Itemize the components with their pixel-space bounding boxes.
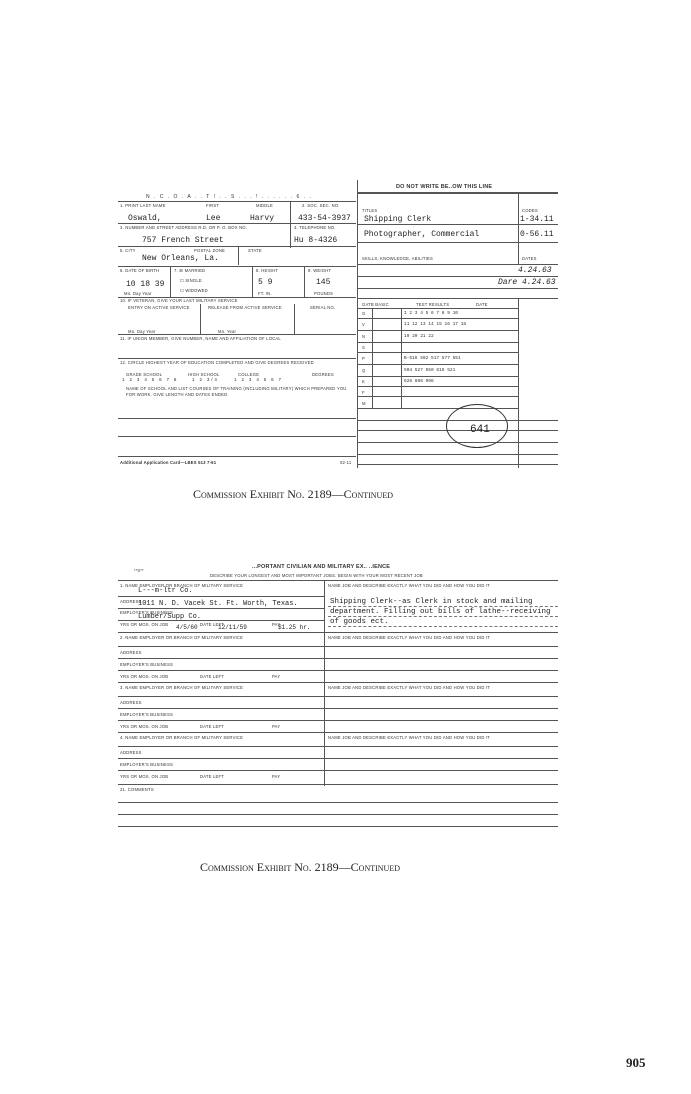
- experience-title: ...PORTANT CIVILIAN AND MILITARY EX.. ..IENCE: [252, 564, 391, 570]
- job-description-line-2: department. Filling out bills of lathe--receiving: [330, 608, 551, 616]
- date-of-birth: 10 18 39: [126, 280, 165, 289]
- job-title-2: Photographer, Commercial: [364, 230, 480, 239]
- employer-1-business: Lumber/Supp Co.: [138, 613, 202, 621]
- job-description-line-3: of goods ect.: [330, 618, 389, 626]
- height: 5 9: [258, 278, 273, 287]
- exhibit-caption-2: Commission Exhibit No. 2189—Continued: [200, 860, 400, 874]
- date-entry-2: Dare 4.24.63: [498, 278, 556, 287]
- do-not-write-banner: DO NOT WRITE BE..OW THIS LINE: [396, 184, 493, 190]
- corner-stamp: **0**: [134, 568, 144, 573]
- comments-label: 21. COMMENTS: [120, 787, 154, 792]
- employer-1-date-left: 12/11/59: [218, 624, 247, 631]
- job-code-1: 1-34.11: [520, 215, 554, 224]
- employer-1-pay: $1.25 hr.: [278, 624, 311, 631]
- ssn: 433-54-3937: [298, 214, 351, 223]
- weight: 145: [316, 278, 331, 287]
- phone: Hu 8-4326: [294, 236, 338, 245]
- job-title-1: Shipping Clerk: [364, 215, 432, 224]
- city: New Orleans, La.: [142, 254, 219, 263]
- employer-1-years: 4/5/60: [176, 624, 198, 631]
- exhibit-caption-1: Commission Exhibit No. 2189—Continued: [193, 487, 393, 501]
- application-card-front: N . C . O . A . . T ! . . S . . . ! . . . . . . 6 . . DO NOT WRITE BE..OW THIS LINE 1. PRINT LAST NAME FIRST MIDDLE 2. SOC. SEC. NO. Oswald, Lee Harvy 433-54-3937 3. NUMBER AND STREET ADDRESS R.D. OR P. O. BOX NO. 4. TELEPHONE NO. 757 French Street Hu 8-4326 5. CITY POSTAL ZONE STATE New Orleans, La. 6. DATE OF BIRTH 7. ☒ MARRIED ☐ SINGLE ☐ WIDOWED 8. HEIGHT 9. WEIGHT 10 18 39 Mo. Day Year 5 9 FT. IN. 145 POUNDS 10. IF VETERAN, GIVE YOUR LAST MILITARY SERVICE ENTRY ON ACTIVE SERVICE RELEASE FROM ACTIVE SERVICE SERIAL NO. Mo. Day Year Mo. Year 11. IF UNION MEMBER, GIVE NUMBER, NAME AND AFFILIATION OF LOCAL 12. CIRCLE HIGHEST YEAR OF EDUCATION COMPLETED AND GIVE DEGREES RECEIVED GRADE SCHOOL HIGH SCHOOL COLLEGE DEGREES 1 2 3 4 5 6 7 8 1 2 3/4 1 2 3 4 5 6 7 NAME OF SCHOOL AND LIST COURSES OF TRAINING (INCLUDING MILITARY) WHICH PREPARED YOU FOR WORK. GIVE LENGTH AND DATES ENDED. Additional Application Card—LBES 513 7-61 02-11 TITLES CODES Shipping Clerk 1-34.11 Photographer, Commercial 0-56.11 SKILLS, KNOWLEDGE, ABILITIES DATES 4.24.63 Dare 4.24.63 GATB BASIC TEST RESULTS DATE G 1 2 3 4 5 6 7 8 9 10 V 11 12 13 14 15 16 17 18 N 19 20 21 22 S P B-516 502 517 577 551 Q 504 527 550 619 521 K 628 888 998 F M 641: [118, 180, 558, 470]
- employer-1-name: L---m-ltr Co.: [138, 587, 193, 595]
- street-address: 757 French Street: [142, 236, 224, 245]
- top-strip: N . C . O . A . . T ! . . S . . . ! . . . . . . 6 . .: [146, 194, 313, 200]
- job-description-line-1: Shipping Clerk--as Clerk in stock and mailing: [330, 598, 533, 606]
- experience-card-back: **0** ...PORTANT CIVILIAN AND MILITARY EX.. ..IENCE DESCRIBE YOUR LONGEST AND MOST IMPORTANT JOBS. BEGIN WITH YOUR MOST RECENT JOB 1. NAME EMPLOYER OR BRANCH OF MILITARY SERVICE NAME JOB AND DESCRIBE EXACTLY WHAT YOU DID AND HOW YOU DID IT L---m-ltr Co. ADDRESS 1011 N. D. Vacek St. Ft. Worth, Texas. EMPLOYER'S BUSINESS Lumber/Supp Co. YRS OR MOS. ON JOB DATE LEFT PAY 4/5/60 12/11/59 $1.25 hr. Shipping Clerk--as Clerk in stock and mailing department. Filling out bills of lathe--receiving of goods ect. 2. NAME EMPLOYER OR BRANCH OF MILITARY SERVICE NAME JOB AND DESCRIBE EXACTLY WHAT YOU DID AND HOW YOU DID IT ADDRESS EMPLOYER'S BUSINESS YRS OR MOS. ON JOB DATE LEFT PAY 3. NAME EMPLOYER OR BRANCH OF MILITARY SERVICE NAME JOB AND DESCRIBE EXACTLY WHAT YOU DID AND HOW YOU DID IT ADDRESS EMPLOYER'S BUSINESS YRS OR MOS. ON JOB DATE LEFT PAY 4. NAME EMPLOYER OR BRANCH OF MILITARY SERVICE NAME JOB AND DESCRIBE EXACTLY WHAT YOU DID AND HOW YOU DID IT ADDRESS EMPLOYER'S BUSINESS YRS OR MOS. ON JOB DATE LEFT PAY 21. COMMENTS: [118, 556, 558, 828]
- employer-1-address: 1011 N. D. Vacek St. Ft. Worth, Texas.: [138, 600, 298, 608]
- form-number: Additional Application Card—LBES 513 7-61: [120, 460, 217, 465]
- page-number: 905: [626, 1055, 646, 1070]
- job-code-2: 0-56.11: [520, 230, 554, 239]
- last-name: Oswald,: [128, 214, 162, 223]
- date-entry-1: 4.24.63: [518, 266, 552, 275]
- circled-number: 641: [470, 424, 490, 436]
- first-name: Lee: [206, 214, 221, 223]
- middle-name: Harvy: [250, 214, 275, 223]
